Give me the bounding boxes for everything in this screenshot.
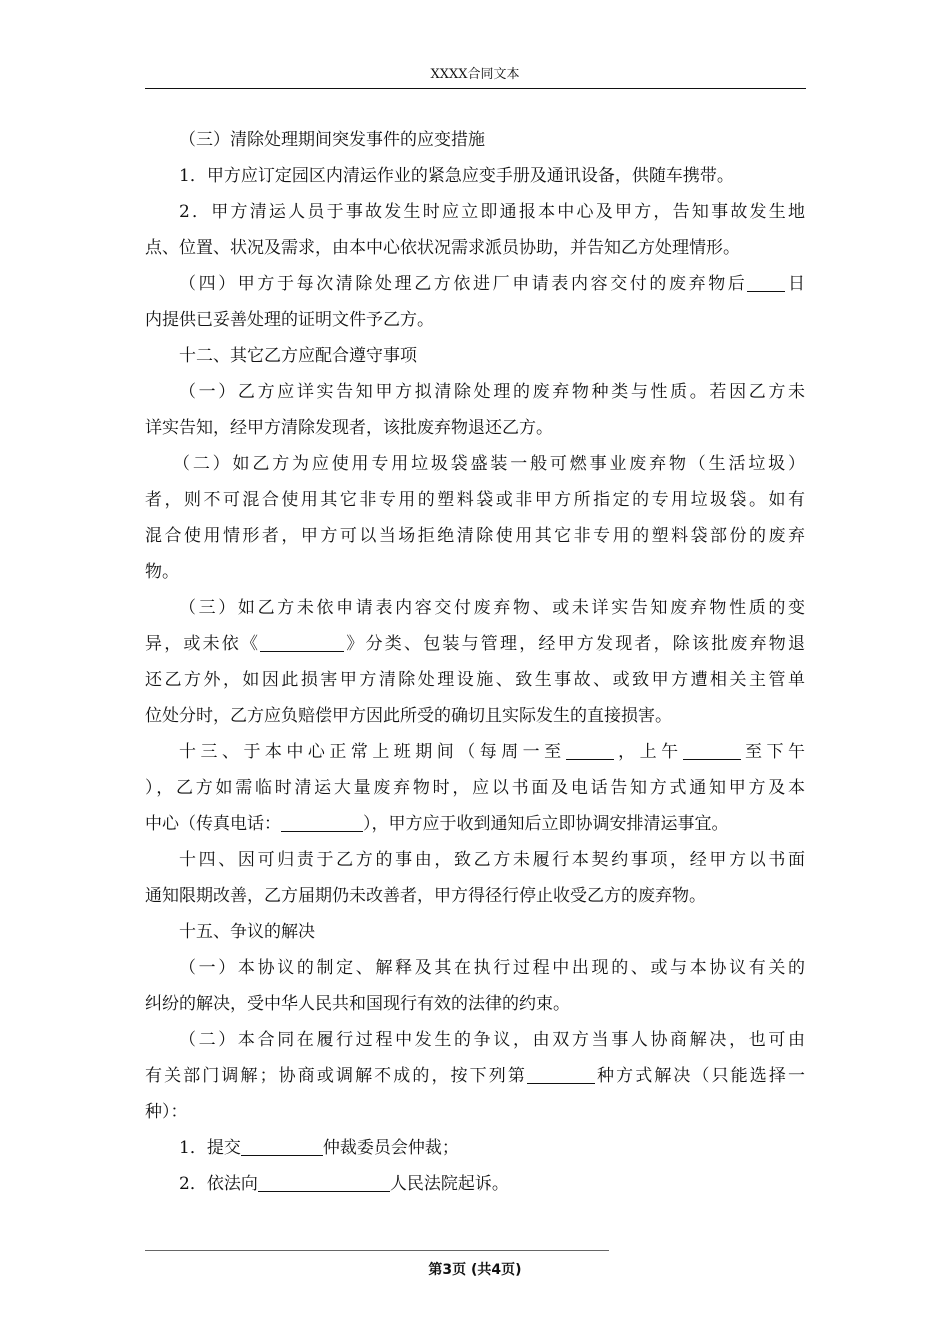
paragraph-line: 点、位置、状况及需求，由本中心依状况需求派员协助，并告知乙方处理情形。	[145, 238, 740, 258]
paragraph-line: 内提供已妥善处理的证明文件予乙方。	[145, 310, 434, 330]
paragraph-line: 者，则不可混合使用其它非专用的塑料袋或非甲方所指定的专用垃圾袋。如有	[145, 490, 805, 510]
text-segment: （四）甲方于每次清除处理乙方依进厂申请表内容交付的废弃物后	[179, 274, 748, 294]
paragraph-line: 位处分时，乙方应负赔偿甲方因此所受的确切且实际发生的直接损害。	[145, 706, 672, 726]
paragraph-line: 通知限期改善，乙方届期仍未改善者，甲方得径行停止收受乙方的废弃物。	[145, 886, 706, 906]
text-segment: 日	[785, 274, 806, 294]
text-segment: 人民法院起诉。	[389, 1174, 509, 1194]
paragraph-line: （二）如乙方为应使用专用垃圾袋盛装一般可燃事业废弃物（生活垃圾）	[173, 454, 805, 474]
fill-in-blank[interactable]	[527, 1065, 595, 1084]
paragraph-line: 十四、因可归责于乙方的事由，致乙方未履行本契约事项，经甲方以书面	[179, 850, 805, 870]
text-segment: 种方式解决（只能选择一	[594, 1066, 806, 1086]
paragraph-line: （一）乙方应详实告知甲方拟清除处理的废弃物种类与性质。若因乙方未	[179, 382, 805, 402]
paragraph-line: （三）如乙方未依申请表内容交付废弃物、或未详实告知废弃物性质的变	[179, 598, 805, 618]
header-rule	[145, 88, 806, 89]
paragraph-line: 还乙方外，如因此损害甲方清除处理设施、致生事故、或致甲方遭相关主管单	[145, 670, 805, 690]
paragraph-line	[145, 266, 805, 302]
fill-in-blank[interactable]	[683, 741, 741, 760]
text-segment: 有关部门调解；协商或调解不成的，按下列第	[145, 1066, 527, 1086]
paragraph-line: （一）本协议的制定、解释及其在执行过程中出现的、或与本协议有关的	[179, 958, 805, 978]
paragraph-line	[145, 1166, 805, 1202]
page-header: XXXX合同文本	[430, 67, 520, 82]
section-heading: 十五、争议的解决	[179, 922, 315, 942]
fill-in-blank[interactable]	[258, 1173, 390, 1192]
paragraph-line: （二）本合同在履行过程中发生的争议，由双方当事人协商解决，也可由	[179, 1030, 805, 1050]
paragraph-line	[145, 1058, 805, 1094]
paragraph-line: 种）：	[145, 1102, 188, 1122]
paragraph-line: 2．甲方清运人员于事故发生时应立即通报本中心及甲方，告知事故发生地	[179, 202, 805, 222]
paragraph-line	[145, 626, 805, 662]
text-segment: 2．依法向	[179, 1174, 258, 1194]
section-heading: （三）清除处理期间突发事件的应变措施	[179, 130, 485, 150]
text-segment: 》分类、包装与管理，经甲方发现者，除该批废弃物退	[344, 634, 806, 654]
text-segment: 中心（传真电话：	[145, 814, 281, 834]
paragraph-line: 混合使用情形者，甲方可以当场拒绝清除使用其它非专用的塑料袋部份的废弃	[145, 526, 805, 546]
paragraph-line	[145, 806, 805, 842]
text-segment: 十三、于本中心正常上班期间（每周一至	[179, 742, 566, 762]
fill-in-blank[interactable]	[260, 633, 344, 652]
fill-in-blank[interactable]	[241, 1137, 323, 1156]
paragraph-line: 物。	[145, 562, 179, 582]
text-segment: 1．提交	[179, 1138, 241, 1158]
contract-body	[145, 122, 805, 1202]
paragraph-line: ），乙方如需临时清运大量废弃物时，应以书面及电话告知方式通知甲方及本	[145, 778, 805, 798]
text-segment: 异，或未依《	[145, 634, 261, 654]
fill-in-blank[interactable]	[566, 741, 614, 760]
text-segment: 至下午	[740, 742, 806, 762]
text-segment: 仲裁委员会仲裁；	[322, 1138, 459, 1158]
section-heading: 十二、其它乙方应配合遵守事项	[179, 346, 417, 366]
paragraph-line	[145, 734, 805, 770]
text-segment: ，上午	[613, 742, 683, 762]
page-number: 第3页 (共4页)	[428, 1262, 522, 1278]
footer-rule	[145, 1250, 609, 1251]
paragraph-line: 1．甲方应订定园区内清运作业的紧急应变手册及通讯设备，供随车携带。	[179, 166, 734, 186]
fill-in-blank[interactable]	[281, 813, 363, 832]
text-segment: ），甲方应于收到通知后立即协调安排清运事宜。	[363, 814, 729, 834]
paragraph-line: 详实告知，经甲方清除发现者，该批废弃物退还乙方。	[145, 418, 553, 438]
paragraph-line	[145, 1130, 805, 1166]
fill-in-blank[interactable]	[747, 273, 785, 292]
paragraph-line: 纠纷的解决，受中华人民共和国现行有效的法律的约束。	[145, 994, 570, 1014]
